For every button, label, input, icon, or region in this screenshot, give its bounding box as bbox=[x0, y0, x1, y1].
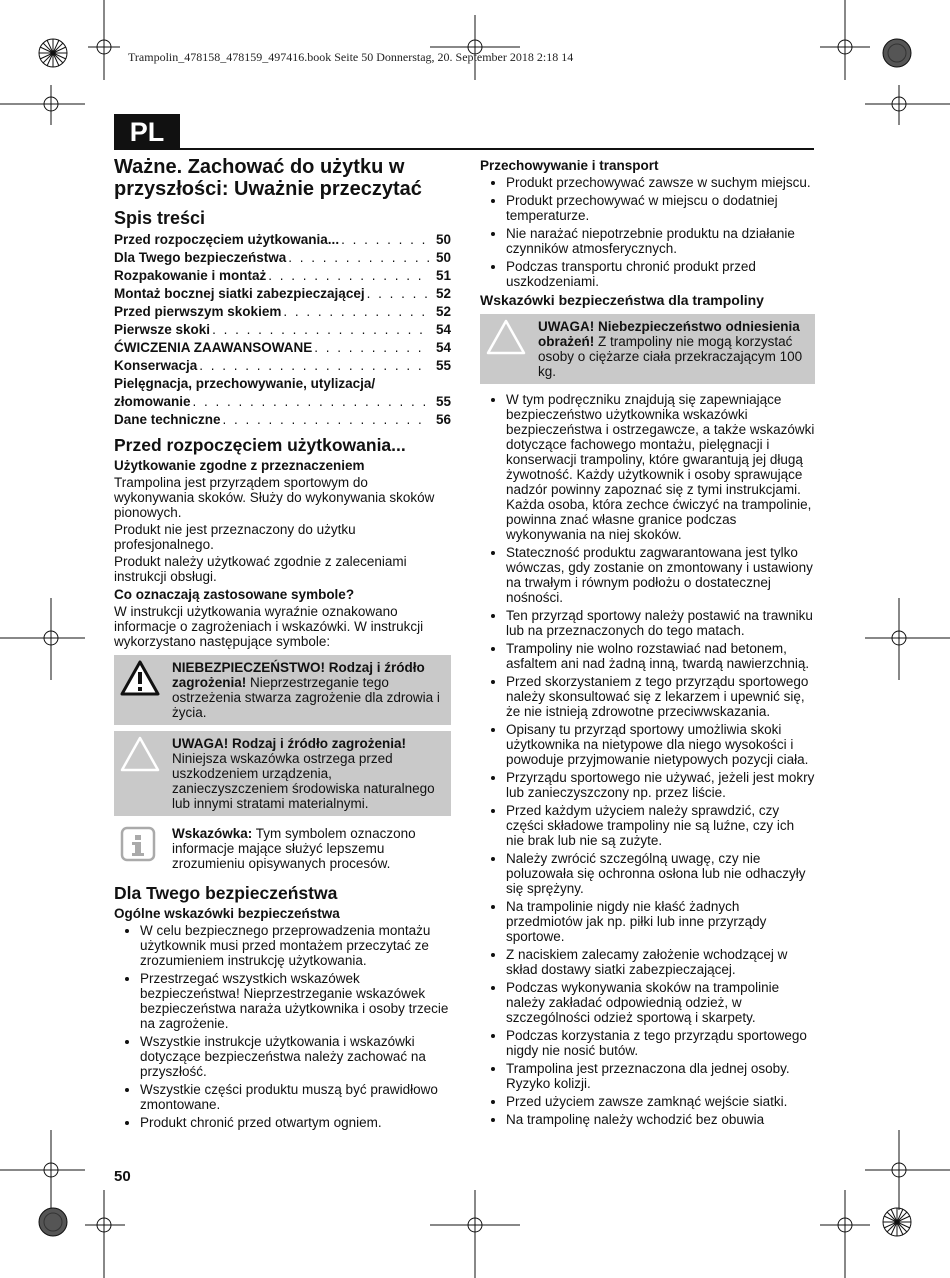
toc-entry[interactable]: Dane techniczne . . . 56 bbox=[114, 411, 451, 429]
caution-label: UWAGA! Rodzaj i źródło zagrożenia! bbox=[172, 736, 407, 751]
page-title: Ważne. Zachować do użytku w przyszłości: Uważnie przeczytać bbox=[114, 156, 422, 200]
list-item: • Przed skorzystaniem z tego przyrządu sportowego należy skonsultować się z lekarzem i upewnić się, że nie istnieją zdrowotne przeciwwskazania. bbox=[506, 674, 815, 719]
storage-list bbox=[480, 175, 815, 289]
page-number: 50 bbox=[114, 1168, 131, 1185]
paragraph: W instrukcji użytkowania wyraźnie oznakowano informacje o zagrożeniach i wskazówki. W instrukcji wykorzystano następujące symbole: bbox=[114, 604, 424, 649]
toc-heading: Spis treści bbox=[114, 208, 206, 228]
list-item: • Podczas wykonywania skoków na trampolinie należy zakładać odpowiednią odzież, w szczególności odzież sportową i skarpety. bbox=[506, 980, 815, 1025]
caution-box bbox=[480, 314, 815, 384]
list-item: • Należy zwrócić szczególną uwagę, czy nie poluzowała się ochronna osłona lub nie odhaczyły się sprężyny. bbox=[506, 851, 815, 896]
list-item: • Przestrzegać wszystkich wskazówek bezpieczeństwa! Nieprzestrzeganie wskazówek bezpieczeństwa naraża użytkownika i osoby trzecie na zagrożenie. bbox=[140, 971, 451, 1031]
subsection-heading: Wskazówki bezpieczeństwa dla trampoliny bbox=[480, 292, 764, 308]
toc-entry[interactable]: Pielęgnacja, przechowywanie, utylizacja/ złomowanie . . . 55 bbox=[114, 375, 451, 411]
language-badge: PL bbox=[114, 114, 180, 150]
trampoline-safety-list bbox=[480, 392, 815, 1127]
caution-box bbox=[114, 731, 451, 816]
list-item: • Przed użyciem zawsze zamknąć wejście siatki. bbox=[506, 1094, 815, 1109]
section-heading: Przed rozpoczęciem użytkowania... bbox=[114, 435, 406, 455]
subsection-heading: Użytkowanie zgodne z przeznaczeniem bbox=[114, 458, 365, 473]
danger-text: Nieprzestrzeganie tego ostrzeżenia stwarza zagrożenie dla zdrowia i życia. bbox=[172, 675, 440, 720]
list-item: • Wszystkie części produktu muszą być prawidłowo zmontowane. bbox=[140, 1082, 451, 1112]
danger-box bbox=[114, 655, 451, 725]
list-item: • Podczas transportu chronić produkt przed uszkodzeniami. bbox=[506, 259, 815, 289]
toc-entry[interactable]: Dla Twego bezpieczeństwa . . . 50 bbox=[114, 249, 451, 267]
paragraph: Produkt należy użytkować zgodnie z zaleceniami instrukcji obsługi. bbox=[114, 554, 407, 584]
subsection-heading: Co oznaczają zastosowane symbole? bbox=[114, 587, 355, 602]
toc-entry[interactable]: ĆWICZENIA ZAAWANSOWANE . . . 54 bbox=[114, 339, 451, 357]
toc-entry[interactable]: Montaż bocznej siatki zabezpieczającej . . . 52 bbox=[114, 285, 451, 303]
toc-entry[interactable]: Konserwacja . . . 55 bbox=[114, 357, 451, 375]
subsection-heading: Przechowywanie i transport bbox=[480, 158, 659, 173]
list-item: • Przyrządu sportowego nie używać, jeżeli jest mokry lub zanieczyszczony np. przez liście. bbox=[506, 770, 815, 800]
caution-text: Z trampoliny nie mogą korzystać osoby o ciężarze ciała przekraczającym 100 kg. bbox=[538, 334, 803, 379]
caution-triangle-icon bbox=[120, 736, 164, 811]
caution-label: UWAGA! Niebezpieczeństwo odniesienia obrażeń! bbox=[538, 319, 800, 349]
caution-text: Niniejsza wskazówka ostrzega przed uszkodzeniem urządzenia, zanieczyszczeniem środowiska naturalnego lub innymi stratami materialnymi. bbox=[172, 751, 435, 811]
toc-entry[interactable]: Pierwsze skoki . . . 54 bbox=[114, 321, 451, 339]
note-box bbox=[114, 822, 451, 875]
paragraph: Produkt nie jest przeznaczony do użytku profesjonalnego. bbox=[114, 522, 356, 552]
file-header: Trampolin_478158_478159_497416.book Seite 50 Donnerstag, 20. September 2018 2:18 14 bbox=[128, 50, 574, 64]
list-item: • Na trampolinę należy wchodzić bez obuwia bbox=[506, 1112, 815, 1127]
toc-entry[interactable]: Przed rozpoczęciem użytkowania... . . . 50 bbox=[114, 231, 451, 249]
list-item: • Z naciskiem zalecamy założenie wchodzącej w skład dostawy siatki zabezpieczającej. bbox=[506, 947, 815, 977]
list-item: • W celu bezpiecznego przeprowadzenia montażu użytkownik musi przed montażem przeczytać ze zrozumieniem instrukcję użytkowania. bbox=[140, 923, 451, 968]
list-item: • Trampolina jest przeznaczona dla jednej osoby. Ryzyko kolizji. bbox=[506, 1061, 815, 1091]
list-item: • Produkt chronić przed otwartym ogniem. bbox=[140, 1115, 451, 1130]
list-item: • Trampoliny nie wolno rozstawiać nad betonem, asfaltem ani nad żadną inną, twardą nawierzchnią. bbox=[506, 641, 815, 671]
info-icon bbox=[120, 826, 164, 871]
section-heading: Dla Twego bezpieczeństwa bbox=[114, 883, 338, 903]
list-item: • W tym podręczniku znajdują się zapewniające bezpieczeństwo użytkownika wskazówki bezpieczeństwa i ostrzegawcze, a także wskazówki dotyczące fachowego montażu, pielęgnacji i konserwacji trampoliny, które gwarantują jej długą żywotność. Każdy użytkownik i osoby sprawujące nadzór powinny zapoznać się z tymi instrukcjami. Każda osoba, która zechce ćwiczyć na trampolinie, powinna znać własne granice podczas wykonywania na niej skoków. bbox=[506, 392, 815, 542]
list-item: • Produkt przechowywać w miejscu o dodatniej temperaturze. bbox=[506, 193, 815, 223]
toc-entry[interactable]: Przed pierwszym skokiem . . . 52 bbox=[114, 303, 451, 321]
note-text: Tym symbolem oznaczono informacje mające służyć lepszemu zrozumieniu opisywanych procesów. bbox=[172, 826, 416, 871]
list-item: • Podczas korzystania z tego przyrządu sportowego nigdy nie nosić butów. bbox=[506, 1028, 815, 1058]
subsection-heading: Ogólne wskazówki bezpieczeństwa bbox=[114, 906, 340, 921]
paragraph: Trampolina jest przyrządem sportowym do wykonywania skoków. Służy do wykonywania skoków pionowych. bbox=[114, 475, 435, 520]
list-item: • Ten przyrząd sportowy należy postawić na trawniku lub na przeznaczonych do tego matach. bbox=[506, 608, 815, 638]
note-label: Wskazówka: bbox=[172, 826, 253, 841]
list-item: • Wszystkie instrukcje użytkowania i wskazówki dotyczące bezpieczeństwa należy zachować na przyszłość. bbox=[140, 1034, 451, 1079]
right-column bbox=[480, 156, 815, 1130]
list-item: • Produkt przechowywać zawsze w suchym miejscu. bbox=[506, 175, 815, 190]
danger-label: NIEBEZPIECZEŃSTWO! Rodzaj i źródło zagrożenia! bbox=[172, 660, 425, 690]
header-rule bbox=[114, 148, 814, 150]
list-item: • Przed każdym użyciem należy sprawdzić, czy części składowe trampoliny nie są luźne, czy ich nie brak lub nie są zużyte. bbox=[506, 803, 815, 848]
left-column bbox=[114, 156, 451, 1133]
list-item: • Opisany tu przyrząd sportowy umożliwia skoki użytkownika na nietypowe dla niego wysokości i powoduje przyjmowanie nietypowych pozycji ciała. bbox=[506, 722, 815, 767]
list-item: • Na trampolinie nigdy nie kłaść żadnych przedmiotów jak np. piłki lub inne przyrządy sportowe. bbox=[506, 899, 815, 944]
caution-triangle-icon bbox=[486, 319, 530, 379]
list-item: • Stateczność produktu zagwarantowana jest tylko wówczas, gdy zostanie on zmontowany i ustawiony na trwałym i równym podłożu o dostatecznej nośności. bbox=[506, 545, 815, 605]
toc-entry[interactable]: Rozpakowanie i montaż . . . 51 bbox=[114, 267, 451, 285]
warning-triangle-icon bbox=[120, 660, 164, 720]
list-item: • Nie narażać niepotrzebnie produktu na działanie czynników atmosferycznych. bbox=[506, 226, 815, 256]
general-safety-list bbox=[114, 923, 451, 1130]
table-of-contents bbox=[114, 231, 451, 429]
